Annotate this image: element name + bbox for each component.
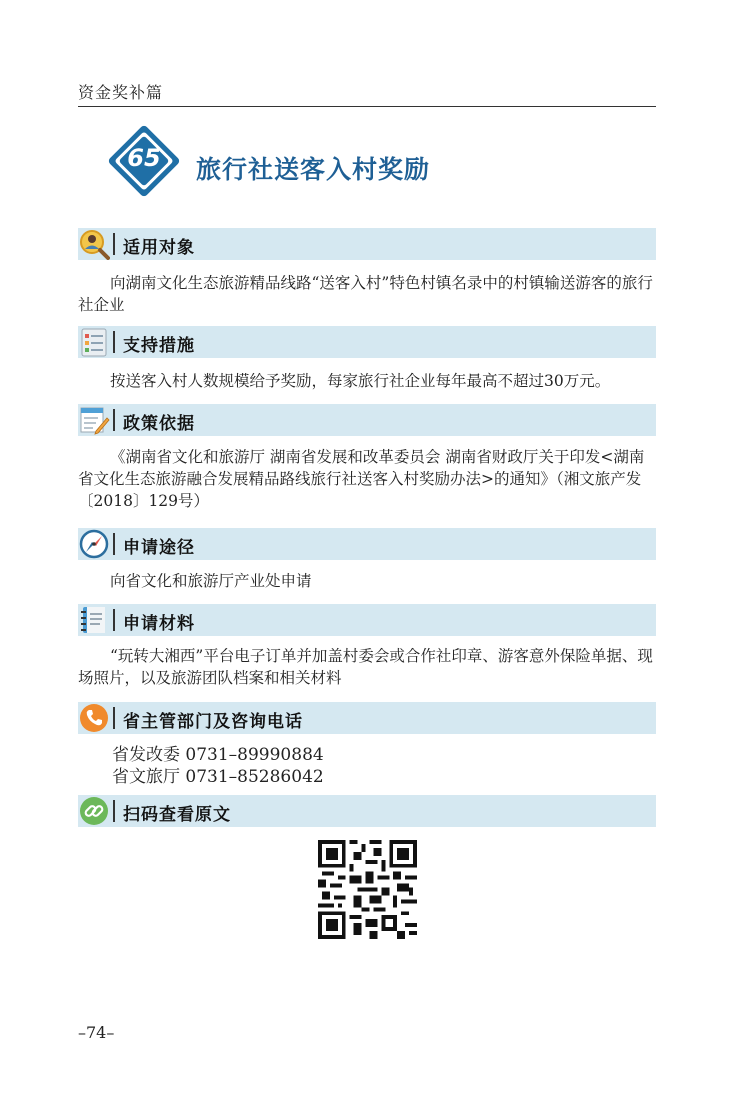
section-header-application-materials [78,604,656,636]
section-label: 政策依据 [123,414,195,434]
body-text: 向省文化和旅游厅产业处申请 [110,572,312,590]
section-body-support [78,370,658,392]
section-header-policy-basis [78,404,656,436]
link-icon [78,795,110,827]
body-text: 向湖南文化生态旅游精品线路“送客入村”特色村镇名录中的村镇输送游客的旅行社企业 [78,274,653,314]
page-number: –74– [78,1023,115,1042]
section-label: 适用对象 [123,238,195,258]
section-header-contacts [78,702,656,734]
person-magnifier-icon [78,228,110,260]
running-header-title: 资金奖补篇 [78,83,164,102]
contact-line: 省文旅厅 0731–85286042 [112,767,324,787]
section-label: 省主管部门及咨询电话 [123,712,303,732]
section-label: 申请途径 [123,538,195,558]
section-label: 申请材料 [123,614,195,634]
section-label: 扫码查看原文 [123,805,231,825]
section-header-eligibility [78,228,656,260]
item-title: 旅行社送客入村奖励 [196,155,431,184]
item-title-block [112,130,532,206]
section-header-support [78,326,656,358]
document-pencil-icon [78,404,110,436]
phone-icon [78,702,110,734]
section-header-scan-qr [78,795,656,827]
section-body-eligibility [78,272,658,316]
running-header [78,80,656,107]
notebook-icon [78,604,110,636]
checklist-icon [78,326,110,358]
body-text: “玩转大湘西”平台电子订单并加盖村委会或合作社印章、游客意外保险单据、现场照片，以及旅游团队档案和相关材料 [78,647,653,687]
section-body-application-channel [78,570,658,592]
section-label: 支持措施 [123,336,195,356]
compass-icon [78,528,110,560]
contact-line: 省发改委 0731–89990884 [112,745,324,765]
body-text: 《湖南省文化和旅游厅 湖南省发展和改革委员会 湖南省财政厅关于印发<湖南省文化生态旅游融合发展精品路线旅行社送客入村奖励办法>的通知》（湘文旅产发〔2018〕129号） [78,448,645,510]
section-header-application-channel [78,528,656,560]
body-text: 按送客入村人数规模给予奖励，每家旅行社企业每年最高不超过30万元。 [110,372,611,390]
item-number: 65 [127,144,161,172]
qr-code[interactable] [318,840,417,939]
section-body-application-materials [78,645,658,689]
section-body-policy-basis [78,446,658,512]
